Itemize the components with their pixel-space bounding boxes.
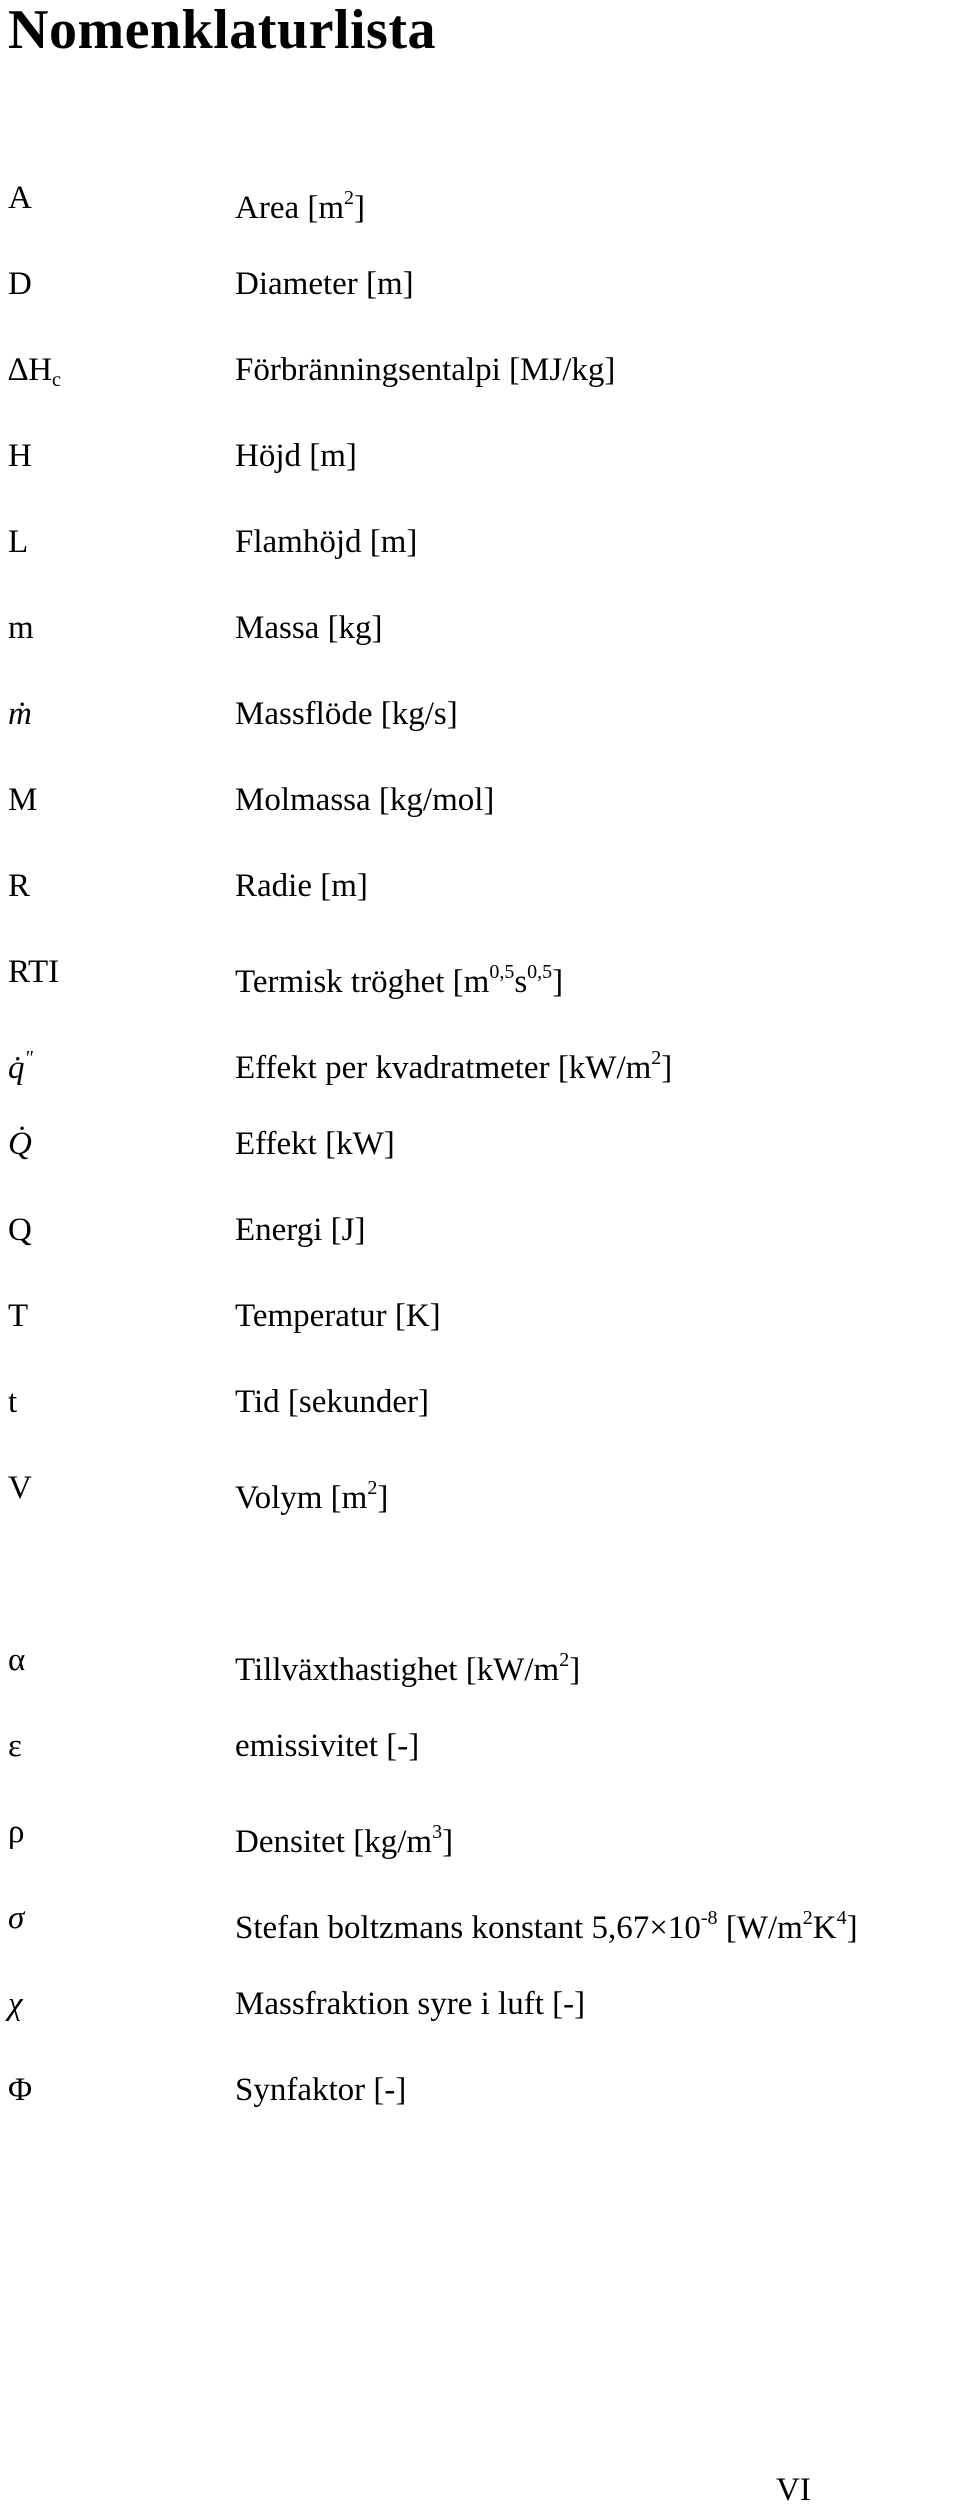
nomenclature-row-time — [0, 1382, 960, 1432]
description: Höjd [m] — [235, 438, 357, 474]
nomenclature-row-mass — [0, 608, 960, 658]
nomenclature-row-flame-height — [0, 522, 960, 572]
description: Effekt per kvadratmeter $[kW/m^2]$ — [235, 1047, 673, 1086]
page-title: Nomenklaturlista — [8, 0, 436, 61]
nomenclature-row-oxygen-fraction — [0, 1984, 960, 2034]
description: Area $[m^2]$ — [235, 187, 366, 226]
description: Temperatur [K] — [235, 1298, 441, 1334]
symbol: ε — [8, 1728, 22, 1764]
description: emissivitet [-] — [235, 1728, 420, 1764]
symbol: m — [8, 610, 34, 646]
symbol: Q — [8, 1212, 32, 1248]
nomenclature-row-diameter — [0, 264, 960, 314]
description: Synfaktor [-] — [235, 2072, 407, 2108]
symbol: Q̇ — [8, 1126, 32, 1162]
symbol: $\Delta H_c$ — [8, 352, 61, 391]
description: Massfraktion syre i luft [-] — [235, 1986, 586, 2022]
nomenclature-row-area — [0, 178, 960, 228]
nomenclature-row-combustion-enthalpy — [0, 350, 960, 400]
symbol: L — [8, 524, 29, 560]
symbol: σ — [8, 1900, 25, 1936]
description: Molmassa [kg/mol] — [235, 782, 495, 818]
nomenclature-row-temperature — [0, 1296, 960, 1346]
symbol: t — [8, 1384, 18, 1420]
nomenclature-row-height — [0, 436, 960, 486]
nomenclature-row-rti — [0, 952, 960, 1002]
description: Energi [J] — [235, 1212, 366, 1248]
symbol: α — [8, 1642, 26, 1678]
symbol: V — [8, 1470, 32, 1506]
symbol: R — [8, 868, 31, 904]
symbol: RTI — [8, 954, 60, 990]
nomenclature-row-growth-rate — [0, 1640, 960, 1690]
symbol: q̇" — [8, 1047, 33, 1086]
nomenclature-row-stefan-boltzmann — [0, 1898, 960, 1948]
description: Densitet $[kg/m^3]$ — [235, 1821, 454, 1860]
description: Massflöde [kg/s] — [235, 696, 458, 732]
description: Termisk tröghet $[m^{0,5}s^{0,5}]$ — [235, 961, 564, 1000]
description: Flamhöjd [m] — [235, 524, 418, 560]
symbol: ρ — [8, 1814, 25, 1850]
description: Stefan boltzmans konstant $5,67\times 10^{-8}$ $[W/m^2K^4]$ — [235, 1907, 858, 1946]
symbol: χ — [8, 1986, 23, 2022]
symbol: T — [8, 1298, 29, 1334]
description: Tid [sekunder] — [235, 1384, 430, 1420]
description: Diameter [m] — [235, 266, 414, 302]
nomenclature-row-heat-flux — [0, 1038, 960, 1088]
symbol: M — [8, 782, 38, 818]
symbol: A — [8, 180, 32, 216]
nomenclature-row-molar-mass — [0, 780, 960, 830]
description: Effekt [kW] — [235, 1126, 395, 1162]
description: Radie [m] — [235, 868, 368, 904]
symbol: ṁ — [8, 696, 32, 732]
symbol: Φ — [8, 2072, 33, 2108]
description: Tillväxthastighet $[kW/m^2]$ — [235, 1649, 581, 1688]
nomenclature-row-emissivity — [0, 1726, 960, 1776]
nomenclature-row-heat-release-rate — [0, 1124, 960, 1174]
nomenclature-row-energy — [0, 1210, 960, 1260]
symbol: D — [8, 266, 32, 302]
symbol: H — [8, 438, 32, 474]
description: Volym $[m^2]$ — [235, 1477, 389, 1516]
description: Massa [kg] — [235, 610, 383, 646]
description: Förbränningsentalpi [MJ/kg] — [235, 352, 616, 388]
nomenclature-row-volume — [0, 1468, 960, 1518]
page-number: VI — [776, 2472, 811, 2508]
nomenclature-row-view-factor — [0, 2070, 960, 2120]
nomenclature-row-radius — [0, 866, 960, 916]
nomenclature-row-density — [0, 1812, 960, 1862]
nomenclature-row-mass-flow — [0, 694, 960, 744]
